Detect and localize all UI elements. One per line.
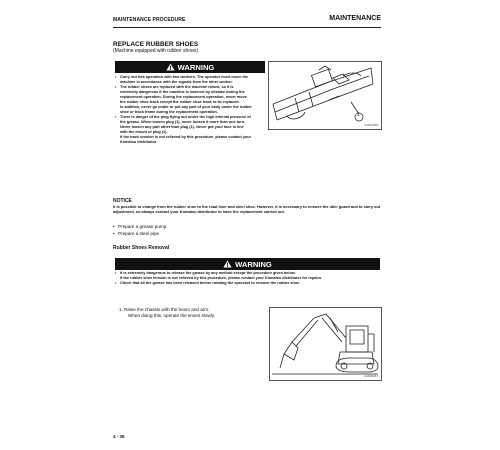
prepare-list — [113, 224, 166, 237]
warning1-item: Never loosen any part other than plug (1). Never put your face in line — [120, 125, 244, 129]
excavator-drawing — [270, 308, 381, 380]
warning-label-1: WARNING — [177, 62, 215, 72]
warning-banner-2 — [115, 258, 380, 270]
warning1-item: the grease. When loosen plug (1), never loosen it more than one turn. — [120, 120, 246, 124]
warning1-item: • Carry out this operation with two workers. The operator must move the — [115, 75, 269, 80]
fig2-code: 9JA00187 — [364, 374, 378, 378]
step-1 — [119, 307, 215, 319]
excavator-illustration — [269, 307, 382, 381]
warning1-item: extremely dangerous if the machine is lowered by mistake during the — [120, 90, 245, 94]
warning-label-2: WARNING — [235, 259, 272, 269]
header-section-right: MAINTENANCE — [329, 15, 381, 22]
warning1-item: machine in accordance with the signals from the other worker. — [120, 80, 233, 84]
page-header — [113, 15, 381, 28]
warning1-item: the rubber shoe track except the rubber shoe track to be replaced. — [120, 100, 240, 104]
warning1-item: In addition, never go under or put any part of your body under the rubber — [120, 105, 252, 109]
warning-triangle-icon — [166, 63, 175, 71]
header-section-left: MAINTENANCE PROCEDURE — [113, 17, 186, 23]
warning-list-1 — [115, 75, 269, 145]
warning1-item: If the track tension is not relieved by this procedure, please contact your — [120, 135, 252, 139]
warning2-item: If the rubber shoe tension is not relieved by this procedure, please contact your Komatsu distributor for repairs. — [120, 276, 323, 280]
warning1-item: shoe or track frame during the replacement operation. — [120, 110, 218, 114]
warning-triangle-icon — [223, 260, 232, 268]
warning2-item: • It is extremely dangerous to release the grease by any method except the procedure given below. — [115, 271, 381, 276]
section-subtitle: (Machine equipped with rubber shoes) — [113, 48, 199, 54]
warning1-item: • The rubber shoes are replaced with the machine raised, so it is — [115, 85, 269, 90]
track-frame-drawing — [269, 62, 381, 129]
section-title: REPLACE RUBBER SHOES — [113, 41, 199, 48]
warning-list-2 — [115, 271, 381, 286]
step-1-line-1: 1. Raise the chassis with the boom and arm. — [119, 307, 210, 312]
fig1-code: 9JA01038 — [364, 123, 378, 127]
notice-heading: NOTICE — [113, 198, 132, 204]
warning1-item: replacement operation. During the replacement operation, never move — [120, 95, 247, 99]
prepare-item: • Prepare a grease pump — [113, 224, 166, 231]
warning1-item: with the mount of plug (1). — [120, 130, 168, 134]
warning2-item: • Check that all the grease has been released before rotating the sprocket to remove the rubber shoe. — [115, 281, 381, 286]
track-frame-illustration — [268, 61, 382, 130]
warning1-item: Komatsu distributor. — [120, 140, 158, 144]
warning1-item: • There is danger of the plug flying out under the high internal pressure of — [115, 115, 269, 120]
page-number: 4 - 36 — [113, 434, 125, 439]
fig1-callout-number: 1 — [357, 112, 360, 118]
subsection-heading: Rubber Shoes Removal — [113, 245, 170, 251]
notice-text: It is possible to change from the rubber shoe to the road liner and steel shoe. However, it is necessary to remove the idler guard and to carry out adjustment, so always contact your Komatsu distributor to have the replacement carried out. — [113, 204, 381, 214]
warning-banner-1 — [115, 61, 265, 73]
prepare-item: • Prepare a steel pipe — [113, 231, 166, 238]
step-1-line-2: When doing this, operate the levers slowly. — [128, 313, 215, 318]
